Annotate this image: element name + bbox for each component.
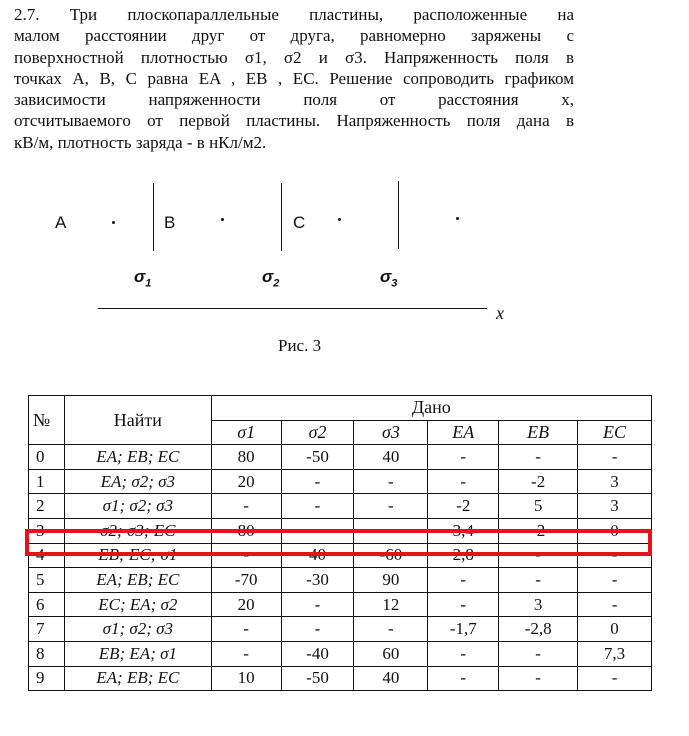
cell-σ2: -: [281, 592, 354, 617]
table-row: [29, 543, 652, 568]
cell-σ3: -: [354, 518, 428, 543]
cell-σ2: -50: [281, 445, 354, 470]
cell-σ3: 90: [354, 568, 428, 593]
row-number: 2: [29, 494, 65, 519]
point-b-dot: [221, 218, 224, 221]
col-header-number: №: [29, 396, 65, 445]
table-row: [29, 592, 652, 617]
row-number: 3: [29, 518, 65, 543]
cell-EC: -: [578, 592, 652, 617]
cell-σ1: 80: [211, 518, 281, 543]
table-row: [29, 666, 652, 691]
cell-EB: 3: [499, 592, 578, 617]
col-header-given: Дано: [211, 396, 651, 421]
table-row: [29, 641, 652, 666]
x-axis: [98, 308, 487, 309]
point-b-label: B: [164, 213, 176, 232]
cell-σ2: -: [281, 518, 354, 543]
plate-3: [398, 181, 399, 249]
cell-σ2: -50: [281, 666, 354, 691]
cell-σ2: -: [281, 617, 354, 642]
plates-figure: [0, 175, 689, 365]
table-row: [29, 568, 652, 593]
cell-σ3: 60: [354, 641, 428, 666]
point-d-dot: [456, 217, 459, 220]
point-a-dot: [112, 221, 115, 224]
row-find: EB; EC; σ1: [64, 543, 211, 568]
cell-EA: -: [428, 469, 499, 494]
cell-σ1: 10: [211, 666, 281, 691]
cell-EA: -: [428, 568, 499, 593]
table-row: [29, 445, 652, 470]
cell-EC: -: [578, 666, 652, 691]
cell-σ3: -: [354, 469, 428, 494]
cell-EA: -: [428, 592, 499, 617]
plate-2: [281, 183, 282, 251]
cell-EB: -: [499, 568, 578, 593]
cell-σ2: -: [281, 494, 354, 519]
row-find: EA; EB; EC: [64, 666, 211, 691]
cell-EB: -: [499, 543, 578, 568]
col-header-EA: EA: [428, 420, 499, 445]
row-number: 1: [29, 469, 65, 494]
point-a-label: A: [55, 213, 67, 232]
row-find: σ2; σ3; EC: [64, 518, 211, 543]
row-number: 0: [29, 445, 65, 470]
cell-EC: 0: [578, 518, 652, 543]
sigma-1-label: $\sigma_1$: [134, 267, 152, 290]
cell-σ1: -: [211, 617, 281, 642]
cell-EB: -: [499, 641, 578, 666]
problem-line: поверхностной плотностью σ1, σ2 и σ3. Напряженность поля в: [14, 47, 574, 67]
cell-EA: -2: [428, 494, 499, 519]
col-header-EB: EB: [499, 420, 578, 445]
cell-σ1: -: [211, 641, 281, 666]
col-header-EC: EC: [578, 420, 652, 445]
cell-EC: 3: [578, 469, 652, 494]
cell-EB: -2,8: [499, 617, 578, 642]
row-find: EA; EB; EC: [64, 568, 211, 593]
sigma-3-label: $\sigma_3$: [380, 267, 398, 290]
cell-σ3: -: [354, 617, 428, 642]
problem-line: кВ/м, плотность заряда - в нКл/м2.: [14, 132, 267, 152]
cell-EC: 3: [578, 494, 652, 519]
row-number: 7: [29, 617, 65, 642]
cell-EB: -: [499, 445, 578, 470]
table-row: [29, 469, 652, 494]
problem-line: отсчитываемого от первой пластины. Напряженность поля дана в: [14, 111, 574, 131]
plate-1: [153, 183, 154, 251]
table-row: [29, 494, 652, 519]
cell-EA: 3,4: [428, 518, 499, 543]
row-find: EC; EA; σ2: [64, 592, 211, 617]
row-number: 6: [29, 592, 65, 617]
cell-σ1: -70: [211, 568, 281, 593]
cell-σ2: -40: [281, 641, 354, 666]
row-find: EB; EA; σ1: [64, 641, 211, 666]
cell-σ3: 40: [354, 445, 428, 470]
row-number: 4: [29, 543, 65, 568]
cell-σ3: 40: [354, 666, 428, 691]
row-number: 9: [29, 666, 65, 691]
problem-line: 2.7. Три плоскопараллельные пластины, расположенные на: [14, 5, 574, 24]
col-header-σ2: σ2: [281, 420, 354, 445]
cell-σ3: -: [354, 494, 428, 519]
table-row: [29, 518, 652, 543]
problem-statement: [14, 4, 574, 153]
figure-caption: Рис. 3: [278, 336, 322, 355]
cell-σ1: 80: [211, 445, 281, 470]
cell-σ3: 12: [354, 592, 428, 617]
cell-σ1: 20: [211, 592, 281, 617]
problem-line: зависимости напряженности поля от расстояния x,: [14, 90, 574, 110]
cell-EA: -: [428, 666, 499, 691]
cell-σ2: -30: [281, 568, 354, 593]
cell-σ2: -: [281, 469, 354, 494]
cell-σ3: -60: [354, 543, 428, 568]
cell-EB: -2: [499, 469, 578, 494]
row-find: σ1; σ2; σ3: [64, 617, 211, 642]
problem-line: малом расстоянии друг от друга, равномерно заряжены с: [14, 26, 574, 46]
table-row: [29, 617, 652, 642]
point-c-dot: [338, 218, 341, 221]
row-find: EA; σ2; σ3: [64, 469, 211, 494]
cell-EB: -2: [499, 518, 578, 543]
data-table: [28, 395, 652, 691]
point-c-label: C: [293, 213, 306, 232]
col-header-σ3: σ3: [354, 420, 428, 445]
cell-σ1: -: [211, 494, 281, 519]
cell-σ1: 20: [211, 469, 281, 494]
cell-EA: -: [428, 445, 499, 470]
cell-EC: 0: [578, 617, 652, 642]
cell-EA: -1,7: [428, 617, 499, 642]
cell-EB: -: [499, 666, 578, 691]
cell-EA: 2,8: [428, 543, 499, 568]
sigma-2-label: $\sigma_2$: [262, 267, 280, 290]
cell-EC: -: [578, 568, 652, 593]
cell-EC: -: [578, 445, 652, 470]
col-header-find: Найти: [64, 396, 211, 445]
problem-line: точках А, В, С равна EA , EB , EC. Решение сопроводить графиком: [14, 68, 574, 88]
cell-σ2: 40: [281, 543, 354, 568]
cell-EC: -: [578, 543, 652, 568]
row-find: EA; EB; EC: [64, 445, 211, 470]
cell-EB: 5: [499, 494, 578, 519]
x-axis-label: x: [496, 303, 504, 323]
row-find: σ1; σ2; σ3: [64, 494, 211, 519]
cell-σ1: -: [211, 543, 281, 568]
col-header-σ1: σ1: [211, 420, 281, 445]
row-number: 5: [29, 568, 65, 593]
cell-EC: 7,3: [578, 641, 652, 666]
cell-EA: -: [428, 641, 499, 666]
row-number: 8: [29, 641, 65, 666]
